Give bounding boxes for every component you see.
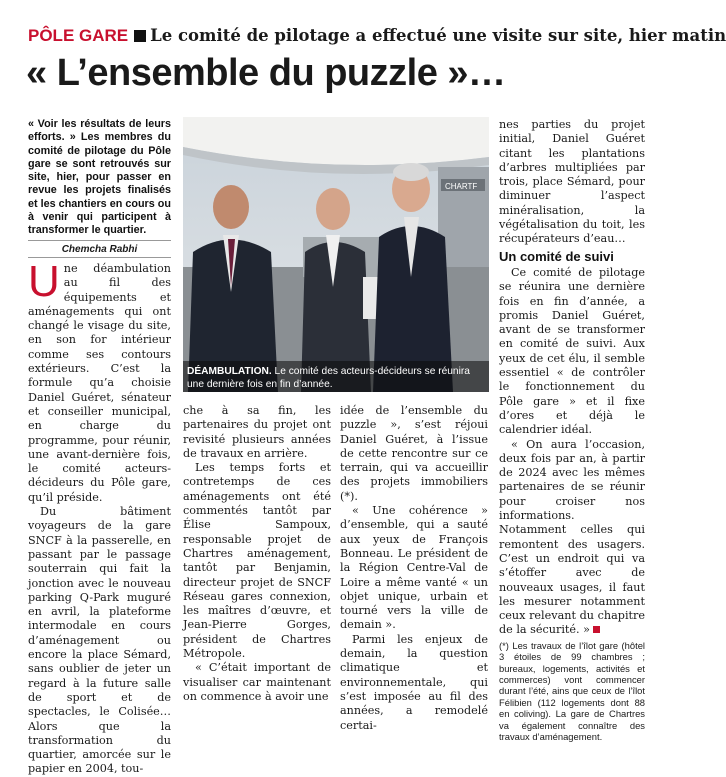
sign-text: CHARTF (445, 182, 478, 191)
paragraph-6: idée de l’ensemble du puzzle », s’est réjoui Daniel Guéret, à l’issue de cette rencontre sur ce terrain, qui va accueillir des projets immobiliers (*). (340, 404, 488, 503)
footnote: (*) Les travaux de l’îlot gare (hôtel 3 étoiles de 99 chambres ; bureaux, logements, activités et commerces) vont commencer durant l’été, ains que ceux de l’îlot Félibien (112 logements dont 88 en coliving). La gare de Chartres va également connaître des travaux d’aménagement. (499, 639, 645, 742)
byline: Chemcha Rabhi (61, 244, 138, 255)
paragraph-3: che à sa fin, les partenaires du projet ont revisité plusieurs années de travaux en arrière. (183, 404, 331, 460)
subheading: Un comité de suivi (499, 248, 614, 264)
column-2 (183, 404, 331, 704)
column-1 (28, 257, 171, 777)
paragraph-11-text: « On aura l’occasion, deux fois par an, à partir de 2024 avec les mêmes partenaires de se réunir pour croiser nos informations. Notamment celles qui remontent des usagers. C’est un endroit qui va s’étoffer avec de nouveaux usages, il faut les mesurer notamment ceux relevant du chapitre de la sécurité. » (499, 437, 645, 637)
paragraph-5: « C’était important de visualiser car maintenant on commence à avoir une (183, 661, 331, 703)
intro-divider (28, 240, 171, 241)
end-mark-icon (593, 626, 600, 633)
paragraph-11 (499, 438, 645, 638)
caption-label: DÉAMBULATION. (187, 366, 272, 377)
paragraph-7: « Une cohérence » d’ensemble, qui a sauté aux yeux de François Bonneau. Le président de la Région Centre-Val de Loire a même vanté « un objet unique, urbain et tourné vers la ville de demain ». (340, 504, 488, 632)
kicker-square-icon (134, 30, 146, 42)
intro-text: « Voir les résultats de leurs efforts. » Les membres du comité de pilotage du Pôle gare se sont retrouvés sur site, hier, pour passer en revue les projets finalisés et les chantiers en cours ou à venir qui participent à transformer le quartier. (28, 118, 171, 237)
paragraph-1-text: ne déambulation au fil des équipements et aménagements qui ont changé le visage du site, en son for intérieur comme ses contours extérieurs. C’est la formule qu’a choisie Daniel Guéret, sénateur et conseiller municipal, en charge du programme, pour réunir, une avant-dernière fois, le comité acteurs-décideurs du Pôle gare, qu’il préside. (28, 262, 171, 504)
article-photo (183, 117, 489, 392)
paragraph-8: Parmi les enjeux de demain, la question climatique et environnementale, qui s’est imposée au fil des années, a remodelé certai- (340, 632, 488, 732)
kicker-text: Le comité de pilotage a effectué une visite sur site, hier matin (150, 26, 726, 45)
caption-text: Le comité des acteurs-décideurs se réunira une dernière fois en fin d’année. (187, 366, 470, 390)
paragraph-10: Ce comité de pilotage se réunira une dernière fois en fin d’année, a promis Daniel Guéret, avant de se transformer en comité de suivi. Aux yeux de cet élu, il semble essentiel « de contrôler le fonctionnement du Pôle gare » et il fixe d’ores et déjà le calendrier idéal. (499, 265, 645, 437)
paragraph-9: nes parties du projet initial, Daniel Guéret citant les plantations d’arbres multipliées par trois, place Sémard, pour diminuer l’aspect minéralisation, la végétalisation du toit, les récupérateurs d’eau… (499, 118, 645, 246)
headline: « L’ensemble du puzzle »… (26, 52, 506, 94)
paragraph-1 (28, 257, 171, 505)
drop-cap: U (28, 257, 60, 306)
column-3 (340, 404, 488, 733)
photo-illustration (183, 117, 489, 392)
paragraph-4: Les temps forts et contretemps de ces aménagements ont été commentés tantôt par Élise Sampoux, responsable projet de Chartres aménagement, tantôt par Benjamin, directeur projet de SNCF Réseau gares connexion, les maîtres d’œuvre, et Jean-Pierre Gorges, président de Chartres Métropole. (183, 461, 331, 661)
kicker-category: PÔLE GARE (28, 26, 129, 45)
column-4 (499, 118, 645, 742)
kicker (28, 26, 726, 46)
paragraph-2: Du bâtiment voyageurs de la gare SNCF à la passerelle, en passant par le passage souterrain qui fait la jonction avec le nouveau parking Q-Park muguré en avril, la plateforme intermodale en cours d’aménagement ou encore la place Sémard, sans oublier de jeter un regard à la future salle de sport et de spectacles, le Colisée… Alors que la transformation du quartier, amorcée sur le papier en 2004, tou- (28, 505, 171, 776)
photo-caption (183, 363, 489, 394)
intro (28, 118, 171, 238)
